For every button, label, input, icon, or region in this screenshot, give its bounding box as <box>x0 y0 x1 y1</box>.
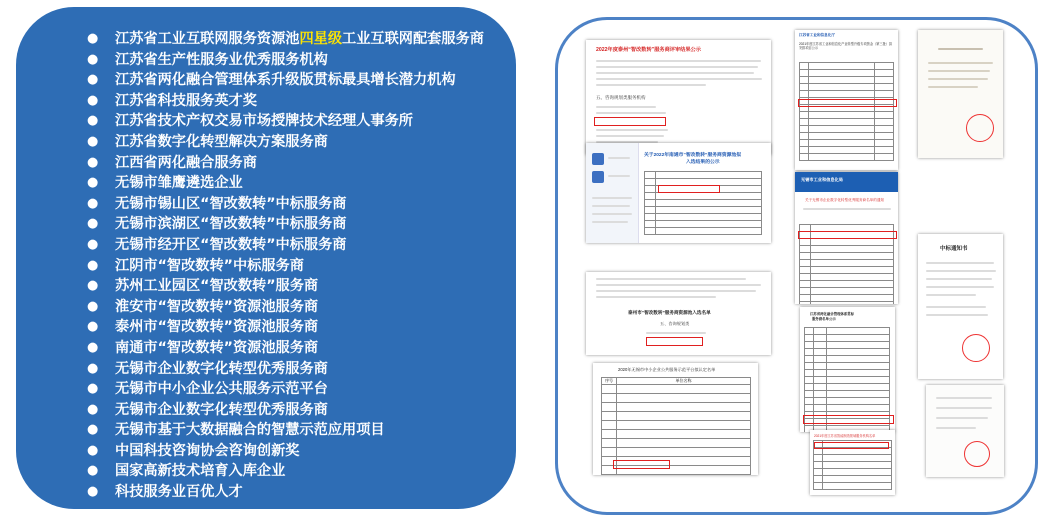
honor-text: 江西省两化融合服务商 <box>115 154 257 171</box>
list-heading: 泰州市“智改数转”服务商资源池入选名单 <box>628 310 711 315</box>
honor-list-item <box>89 461 484 482</box>
honor-text: 江苏省技术产权交易市场授牌技术经理人事务所 <box>115 113 413 130</box>
honor-text: 无锡市滨湖区“智改数转”中标服务商 <box>115 216 347 233</box>
notice-document-4 <box>593 363 758 475</box>
honor-list-item <box>89 50 484 71</box>
honor-text: 江苏省数字化转型解决方案服务商 <box>115 133 328 150</box>
bullet-icon: ● <box>87 113 99 129</box>
honor-text: 江阴市“智改数转”中标服务商 <box>115 257 304 274</box>
notice-title: 2022年度泰州“智改数转”服务商评审结果公示 <box>596 47 701 53</box>
bullet-icon: ● <box>87 195 99 211</box>
bullet-icon: ● <box>87 319 99 335</box>
bullet-icon: ● <box>87 92 99 108</box>
notice-document-1 <box>586 40 771 155</box>
notice-document-5: 江苏省工业和信息化厅 2021年度江苏省工业和信息化产业转型升级专项资金（第三批）拟安排项目公示 <box>795 30 898 170</box>
honor-list-item <box>89 132 484 153</box>
bullet-icon: ● <box>87 360 99 376</box>
honor-list-item <box>89 482 484 503</box>
honor-text: 无锡市经开区“智改数转”中标服务商 <box>115 236 347 253</box>
honor-text: 苏州工业园区“智改数转”服务商 <box>115 278 319 295</box>
honor-list-item <box>89 111 484 132</box>
bullet-icon: ● <box>87 381 99 397</box>
honor-text: 南通市“智改数转”资源池服务商 <box>115 339 319 356</box>
bid-notice-title: 中标通知书 <box>940 246 968 252</box>
certificate-document-2 <box>926 385 1004 477</box>
notice-document-8: 2021年度江苏省智能制造领域服务机构名单 <box>810 430 895 495</box>
highlight-box <box>594 117 666 126</box>
honor-text: 国家高新技术培育入库企业 <box>115 463 286 480</box>
honor-text: 泰州市“智改数转”资源池服务商 <box>115 319 319 336</box>
honor-list-item <box>89 29 484 50</box>
honor-list-item <box>89 214 484 235</box>
honor-list-item <box>89 338 484 359</box>
honor-text: 无锡市锡山区“智改数转”中标服务商 <box>115 195 347 212</box>
notice-section: 五、咨询规划类服务机构 <box>596 95 646 100</box>
honor-text: 淮安市“智改数转”资源池服务商 <box>115 298 319 315</box>
notice-document-3 <box>586 272 771 355</box>
honor-list-item <box>89 153 484 174</box>
honor-list-item <box>89 194 484 215</box>
honor-text: 中国科技咨询协会咨询创新奖 <box>115 442 300 459</box>
bullet-icon: ● <box>87 133 99 149</box>
honor-text: 江苏省生产性服务业优秀服务机构 <box>115 51 328 68</box>
list-section: 五、咨询规划类 <box>660 321 690 326</box>
bullet-icon: ● <box>87 463 99 479</box>
certificates-collage <box>555 17 1038 515</box>
honor-list-item <box>89 91 484 112</box>
honor-list-item <box>89 297 484 318</box>
bullet-icon: ● <box>87 484 99 500</box>
honor-text: 无锡市企业数字化转型优秀服务商 <box>115 360 328 377</box>
bullet-icon: ● <box>87 51 99 67</box>
bullet-icon: ● <box>87 442 99 458</box>
honor-text: 江苏省工业互联网服务资源池 <box>115 31 300 47</box>
notice-title: 无锡市工业和信息化局 <box>801 177 843 182</box>
col-name-header: 单位名称 <box>617 378 751 385</box>
bid-notice-document <box>918 234 1003 379</box>
honor-list-item <box>89 235 484 256</box>
honor-list-item <box>89 256 484 277</box>
honor-text: 江苏省科技服务英才奖 <box>115 92 257 109</box>
honor-list-item <box>89 420 484 441</box>
bullet-icon: ● <box>87 339 99 355</box>
certificate-document <box>918 30 1003 158</box>
honor-text: 江苏省两化融合管理体系升级版贯标最具增长潜力机构 <box>115 72 456 89</box>
notice-title: 关于2022年南通市“智改数转”服务商资源池拟 <box>644 153 742 158</box>
bullet-icon: ● <box>87 278 99 294</box>
bullet-icon: ● <box>87 175 99 191</box>
bullet-icon: ● <box>87 154 99 170</box>
honor-list-item <box>89 441 484 462</box>
notice-document-2 <box>586 143 771 243</box>
honors-panel <box>16 7 516 509</box>
bullet-icon: ● <box>87 298 99 314</box>
honor-text: 无锡市雏鹰遴选企业 <box>115 175 243 192</box>
honor-list-item <box>89 70 484 91</box>
honor-text: 无锡市基于大数据融合的智慧示范应用项目 <box>115 422 385 439</box>
notice-document-7: 江苏省两化融合管理体系贯标 服务商名单公示 <box>800 307 895 432</box>
honor-text: 科技服务业百优人才 <box>115 484 243 501</box>
honor-list-item <box>89 173 484 194</box>
bullet-icon: ● <box>87 257 99 273</box>
honor-list-item <box>89 379 484 400</box>
bullet-icon: ● <box>87 401 99 417</box>
honor-list-item <box>89 317 484 338</box>
bullet-icon: ● <box>87 236 99 252</box>
bullet-icon: ● <box>87 422 99 438</box>
honor-text-suffix: 工业互联网配套服务商 <box>342 31 484 47</box>
honor-highlight: 四星级 <box>299 31 343 47</box>
honor-list-item <box>89 400 484 421</box>
notice-subtitle: 入选结果的公示 <box>686 160 720 165</box>
honors-list <box>89 29 484 503</box>
bullet-icon: ● <box>87 216 99 232</box>
bullet-icon: ● <box>87 72 99 88</box>
honor-list-item <box>89 359 484 380</box>
bullet-icon: ● <box>87 31 99 46</box>
notice-document-6: 无锡市工业和信息化局 关于无锡市企业数字化转型优秀服务商名单的通知 <box>795 172 898 304</box>
honor-text: 无锡市企业数字化转型优秀服务商 <box>115 401 328 418</box>
notice-title: 2021年度江苏省工业和信息化产业转型升级专项资金（第三批）拟安排项目公示 <box>799 42 893 51</box>
honor-text: 无锡市中小企业公共服务示范平台 <box>115 381 328 398</box>
table-title: 2020年无锡市中小企业公共服务示范平台拟认定名单 <box>618 367 716 372</box>
col-no-header: 序号 <box>602 378 617 385</box>
honor-list-item <box>89 276 484 297</box>
